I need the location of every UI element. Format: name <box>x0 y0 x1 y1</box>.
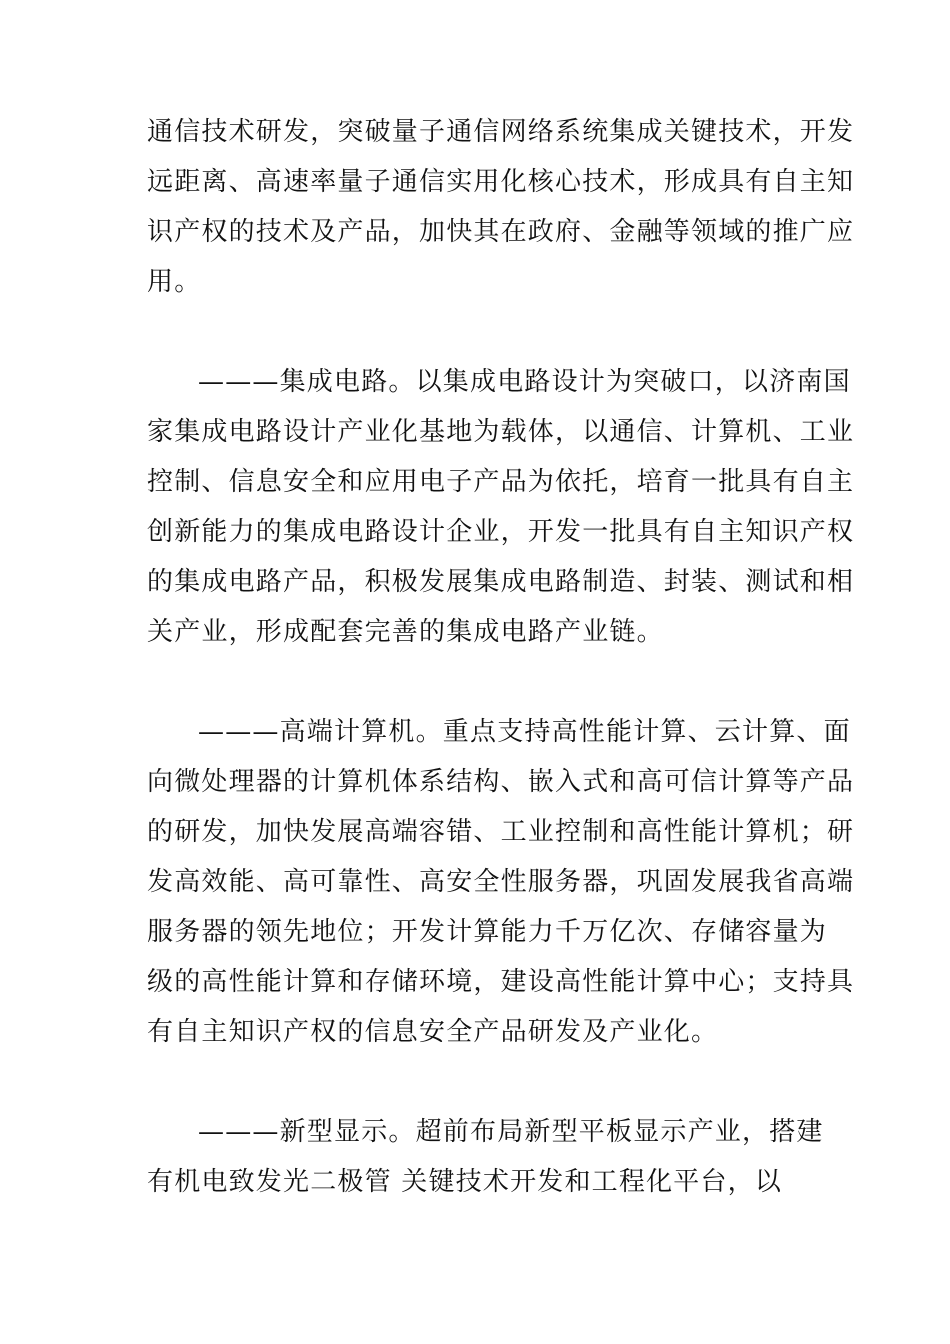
paragraph-3-line-4: 发高效能、高可靠性、高安全性服务器，巩固发展我省高端 <box>147 867 855 897</box>
paragraph-3-line-7: 有自主知识产权的信息安全产品研发及产业化。 <box>147 1017 719 1047</box>
paragraph-1-line-1: 通信技术研发，突破量子通信网络系统集成关键技术，开发 <box>147 117 855 147</box>
paragraph-3-line-6: 级的高性能计算和存储环境，建设高性能计算中心；支持具 <box>147 967 855 997</box>
paragraph-2-line-5: 的集成电路产品，积极发展集成电路制造、封装、测试和相 <box>147 567 855 597</box>
paragraph-2-line-2: 家集成电路设计产业化基地为载体，以通信、计算机、工业 <box>147 417 855 447</box>
paragraph-2-line-3: 控制、信息安全和应用电子产品为依托，培育一批具有自主 <box>147 467 855 497</box>
paragraph-3-line-1: ———高端计算机。重点支持高性能计算、云计算、面 <box>198 717 851 747</box>
paragraph-1-line-3: 识产权的技术及产品，加快其在政府、金融等领域的推广应 <box>147 217 855 247</box>
paragraph-3-line-5: 服务器的领先地位；开发计算能力千万亿次、存储容量为 <box>147 917 828 947</box>
paragraph-3-line-3: 的研发，加快发展高端容错、工业控制和高性能计算机；研 <box>147 817 855 847</box>
paragraph-1-line-4: 用。 <box>147 267 202 297</box>
paragraph-4-line-2: 有机电致发光二极管 关键技术开发和工程化平台，以 <box>147 1167 783 1197</box>
paragraph-2-line-1: ———集成电路。以集成电路设计为突破口，以济南国 <box>198 367 851 397</box>
paragraph-3-line-2: 向微处理器的计算机体系结构、嵌入式和高可信计算等产品 <box>147 767 855 797</box>
paragraph-1-line-2: 远距离、高速率量子通信实用化核心技术，形成具有自主知 <box>147 167 855 197</box>
paragraph-2-line-6: 关产业，形成配套完善的集成电路产业链。 <box>147 617 664 647</box>
paragraph-4-line-1: ———新型显示。超前布局新型平板显示产业，搭建 <box>198 1117 824 1147</box>
paragraph-2-line-4: 创新能力的集成电路设计企业，开发一批具有自主知识产权 <box>147 517 855 547</box>
